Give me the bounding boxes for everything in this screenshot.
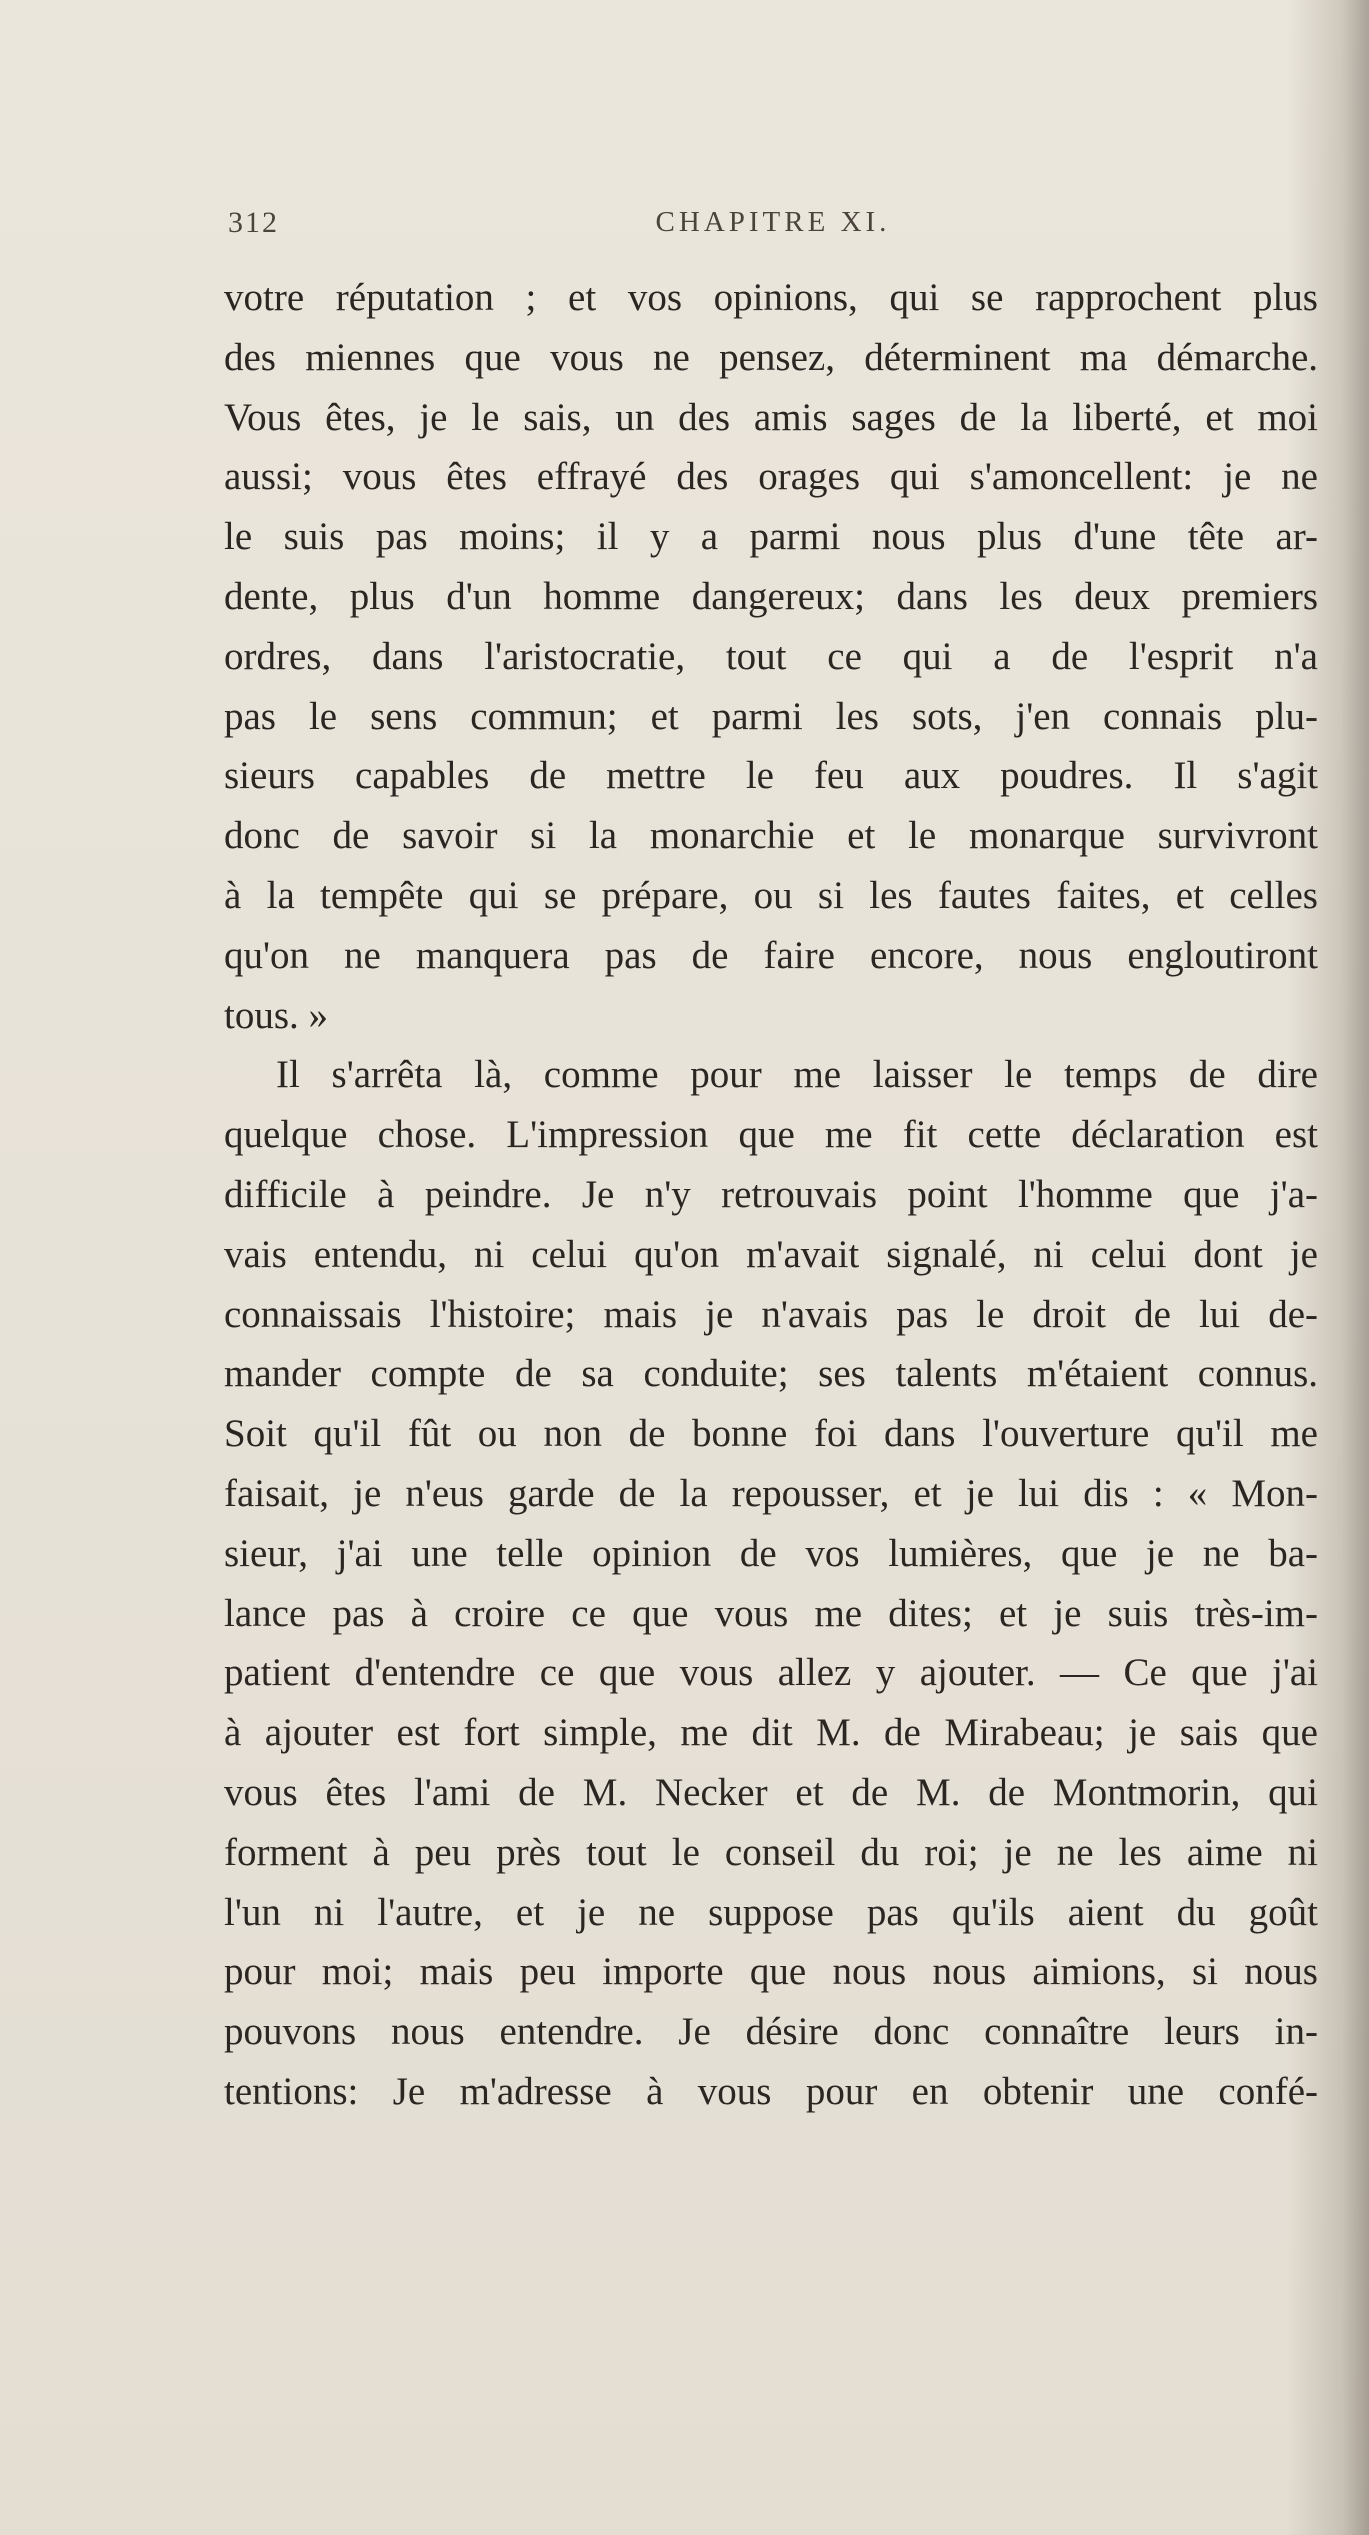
text-line: difficile à peindre. Je n'y retrouvais point l'homme que j'a- (224, 1172, 1318, 1216)
text-line: patient d'entendre ce que vous allez y ajouter. — Ce que j'ai (224, 1651, 1318, 1695)
text-line: tentions: Je m'adresse à vous pour en obtenir une confé- (224, 2069, 1318, 2113)
text-line: l'un ni l'autre, et je ne suppose pas qu'ils aient du goût (224, 1890, 1318, 1934)
text-line: vais entendu, ni celui qu'on m'avait signalé, ni celui dont je (224, 1232, 1318, 1276)
text-line: sieur, j'ai une telle opinion de vos lumières, que je ne ba- (224, 1531, 1318, 1575)
text-line: lance pas à croire ce que vous me dites; et je suis très-im- (224, 1591, 1318, 1635)
page-number: 312 (228, 206, 279, 239)
body-text (224, 268, 1318, 2122)
text-line: Vous êtes, je le sais, un des amis sages de la liberté, et moi (224, 395, 1318, 439)
text-line: votre réputation ; et vos opinions, qui se rapprochent plus (224, 276, 1318, 319)
text-line: le suis pas moins; il y a parmi nous plus d'une tête ar- (224, 515, 1318, 559)
text-line: pour moi; mais peu importe que nous nous aimions, si nous (224, 1950, 1318, 1994)
text-line: à ajouter est fort simple, me dit M. de Mirabeau; je sais que (224, 1711, 1318, 1755)
page-header (228, 206, 1318, 246)
text-line: aussi; vous êtes effrayé des orages qui s'amoncellent: je ne (224, 455, 1318, 499)
text-line: vous êtes l'ami de M. Necker et de M. de Montmorin, qui (224, 1770, 1318, 1814)
text-line: forment à peu près tout le conseil du roi; je ne les aime ni (224, 1830, 1318, 1874)
text-line: sieurs capables de mettre le feu aux poudres. Il s'agit (224, 754, 1318, 798)
text-line: Il s'arrêta là, comme pour me laisser le temps de dire (276, 1053, 1318, 1097)
text-line: connaissais l'histoire; mais je n'avais pas le droit de lui de- (224, 1292, 1318, 1336)
text-line: tous. » (224, 993, 329, 1037)
text-line: dente, plus d'un homme dangereux; dans les deux premiers (224, 574, 1318, 618)
text-line: ordres, dans l'aristocratie, tout ce qui a de l'esprit n'a (224, 634, 1318, 678)
text-line: qu'on ne manquera pas de faire encore, nous engloutiront (224, 933, 1318, 977)
text-line: faisait, je n'eus garde de la repousser, et je lui dis : « Mon- (224, 1471, 1318, 1515)
text-line: à la tempête qui se prépare, ou si les fautes faites, et celles (224, 873, 1318, 917)
text-line: donc de savoir si la monarchie et le monarque survivront (224, 814, 1318, 858)
text-line: pouvons nous entendre. Je désire donc connaître leurs in- (224, 2010, 1318, 2054)
text-line: quelque chose. L'impression que me fit cette déclaration est (224, 1113, 1318, 1157)
running-title: CHAPITRE XI. (655, 206, 891, 238)
text-line: des miennes que vous ne pensez, déterminent ma démarche. (224, 335, 1318, 379)
text-line: mander compte de sa conduite; ses talents m'étaient connus. (224, 1352, 1318, 1396)
text-line: Soit qu'il fût ou non de bonne foi dans l'ouverture qu'il me (224, 1412, 1318, 1456)
text-line: pas le sens commun; et parmi les sots, j'en connais plu- (224, 694, 1318, 738)
